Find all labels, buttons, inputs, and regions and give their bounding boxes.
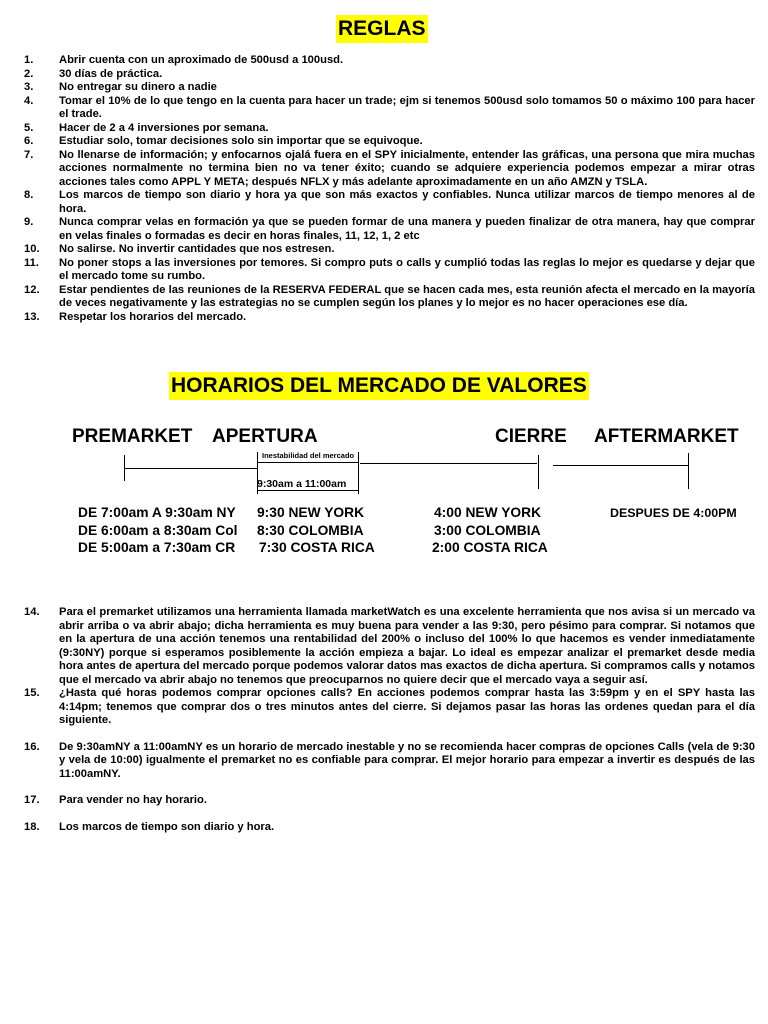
rule-text: Nunca comprar velas en formación ya que se pueden formar de una manera y pueden finalizar de otra manera, hay que comprar en velas finales o formadas es decir en horas finales, 11, 12, 1, 2 etc bbox=[59, 216, 755, 242]
note-number: 16. bbox=[24, 740, 40, 753]
rule-number: 11. bbox=[24, 256, 39, 269]
schedule-line: 4:00 NEW YORK bbox=[434, 505, 542, 520]
schedule-aftermarket: DESPUES DE 4:00PM bbox=[610, 506, 737, 520]
rule-text: Tomar el 10% de lo que tengo en la cuenta para hacer un trade; ejm si tenemos 500usd solo tomamos 50 o máximo 100 para hacer el trade. bbox=[59, 94, 755, 120]
timeline-label-premarket: PREMARKET bbox=[72, 426, 193, 447]
rules-list bbox=[24, 54, 755, 324]
rule-text: No entregar su dinero a nadie bbox=[59, 81, 217, 93]
schedule-premarket bbox=[78, 504, 238, 557]
rule-text: Abrir cuenta con un aproximado de 500usd a 100usd. bbox=[59, 54, 344, 66]
rule-item bbox=[24, 135, 755, 149]
title-horarios: HORARIOS DEL MERCADO DE VALORES bbox=[169, 372, 589, 400]
note-item bbox=[24, 606, 755, 687]
rule-text: No llenarse de información; y enfocarnos ojalá fuera en el SPY inicialmente, entender las gráficas, una persona que mira muchas acciones normalmente no termina bien no va tener éxito; cuando se adquiere experiencia podemos empezar a mirar otras acciones tales como APPL Y META; después NFLX y más adelante aproximadamente en un año AMZN y TSLA. bbox=[59, 148, 755, 188]
timeline-tick bbox=[124, 455, 125, 481]
note-text: ¿Hasta qué horas podemos comprar opciones calls? En acciones podemos comprar hasta las 3:59pm y en el SPY hasta las 4:14pm; tenemos que comprar dos o tres minutos antes del cierre. Si dejamos pasar las horas las ordenes quedan para el día siguiente. bbox=[59, 687, 755, 726]
schedule-line: 9:30 NEW YORK bbox=[257, 505, 365, 520]
schedule-line: DE 6:00am a 8:30am Col bbox=[78, 522, 238, 538]
rule-item bbox=[24, 95, 755, 122]
rule-text: Los marcos de tiempo son diario y hora ya que son más exactos y confiables. Nunca utilizar marcos de tiempo menores al de hora. bbox=[59, 189, 755, 215]
rule-number: 9. bbox=[24, 216, 34, 228]
note-item bbox=[24, 821, 755, 835]
timeline-range: 9:30am a 11:00am bbox=[257, 478, 347, 490]
rule-item bbox=[24, 311, 755, 325]
rule-number: 8. bbox=[24, 189, 34, 201]
rule-number: 3. bbox=[24, 81, 34, 93]
rule-text: 30 días de práctica. bbox=[59, 67, 163, 80]
schedule-line: 3:00 COLOMBIA bbox=[434, 522, 541, 538]
note-number: 15. bbox=[24, 687, 40, 699]
rule-number: 5. bbox=[24, 121, 34, 134]
rule-number: 6. bbox=[24, 135, 34, 147]
rule-item bbox=[24, 216, 755, 243]
rule-number: 12. bbox=[24, 283, 40, 296]
timeline-tick bbox=[358, 452, 359, 494]
note-number: 14. bbox=[24, 606, 40, 618]
rule-item bbox=[24, 284, 755, 311]
schedule-apertura bbox=[257, 504, 375, 557]
rule-number: 1. bbox=[24, 54, 34, 66]
timeline-label-aftermarket: AFTERMARKET bbox=[594, 426, 739, 447]
title-reglas: REGLAS bbox=[336, 15, 428, 43]
note-text: De 9:30amNY a 11:00amNY es un horario de mercado inestable y no se recomienda hacer compras de opciones Calls (vela de 9:30 y vela de 10:00) igualmente el premarket no es confiable para comprar. El mejor horario para empezar a invertir es después de las 11:00amNY. bbox=[59, 740, 755, 780]
schedule-line: 7:30 COSTA RICA bbox=[259, 540, 375, 555]
schedule-line: DE 7:00am A 9:30am NY bbox=[78, 505, 236, 520]
schedule-line: DE 5:00am a 7:30am CR bbox=[78, 540, 236, 555]
rule-text: Respetar los horarios del mercado. bbox=[59, 310, 247, 323]
schedule-line: 2:00 COSTA RICA bbox=[432, 540, 548, 555]
rule-item bbox=[24, 243, 755, 257]
schedule-cierre bbox=[434, 504, 548, 557]
rule-text: Estar pendientes de las reuniones de la RESERVA FEDERAL que se hacen cada mes, esta reunión afecta el mercado en la mayoría de veces negativamente y las estrategias no se cumplen según los planes y lo mejor es no hacer operaciones ese día. bbox=[59, 283, 755, 309]
note-item bbox=[24, 687, 755, 728]
rule-text: Hacer de 2 a 4 inversiones por semana. bbox=[59, 121, 269, 134]
rule-number: 13. bbox=[24, 310, 40, 323]
timeline-label-cierre: CIERRE bbox=[495, 426, 567, 447]
rule-number: 2. bbox=[24, 67, 34, 80]
timeline-line bbox=[553, 465, 688, 466]
rule-text: No poner stops a las inversiones por temores. Si compro puts o calls y cumplió todas las reglas lo mejor es quedarse y dejar que el mercado tome su rumbo. bbox=[59, 256, 755, 282]
rule-number: 4. bbox=[24, 94, 34, 107]
rule-number: 10. bbox=[24, 243, 40, 255]
rule-item bbox=[24, 68, 755, 82]
note-item bbox=[24, 741, 755, 782]
note-item bbox=[24, 794, 755, 808]
rule-item bbox=[24, 54, 755, 68]
timeline-line bbox=[124, 468, 257, 469]
timeline-line bbox=[257, 462, 358, 463]
note-number: 18. bbox=[24, 820, 40, 833]
timeline-line bbox=[257, 490, 358, 491]
timeline-instability-note: Inestabilidad del mercado bbox=[262, 451, 355, 460]
timeline-line bbox=[360, 463, 537, 464]
timeline-label-apertura: APERTURA bbox=[212, 426, 318, 447]
rule-item bbox=[24, 257, 755, 284]
rule-text: No salirse. No invertir cantidades que nos estresen. bbox=[59, 243, 335, 255]
rule-text: Estudiar solo, tomar decisiones solo sin importar que se equivoque. bbox=[59, 135, 423, 147]
note-number: 17. bbox=[24, 794, 40, 806]
rule-item bbox=[24, 122, 755, 136]
rule-item bbox=[24, 149, 755, 190]
schedule-line: 8:30 COLOMBIA bbox=[257, 522, 364, 538]
timeline-tick bbox=[538, 455, 539, 489]
rule-item bbox=[24, 81, 755, 95]
note-text: Para vender no hay horario. bbox=[59, 794, 207, 806]
timeline-tick bbox=[688, 453, 689, 489]
rule-number: 7. bbox=[24, 148, 34, 161]
note-text: Los marcos de tiempo son diario y hora. bbox=[59, 820, 275, 833]
note-text: Para el premarket utilizamos una herramienta llamada marketWatch es una excelente herramienta que nos avisa si un mercado va abrir arriba o va abrir abajo; dicha herramienta es muy buena para vender a las 9:30, pero pésimo para comprar. Si notamos que en la apertura de una acción tenemos una rentabilidad del 200% o incluso del 100% lo que hacemos es vender inmediatamente (9:30NY) porque si esperamos posiblemente la acción empieza a bajar. Lo ideal es empezar analizar el premarket desde media hora antes de apertura del mercado porque podemos valorar datos mas exactos de dicha apertura. Si compramos calls y notamos que el mercado va abrir abajo no tenemos que preocuparnos no quiere decir que el mercado vaya a seguir así. bbox=[59, 606, 755, 686]
rule-item bbox=[24, 189, 755, 216]
notes-list bbox=[24, 606, 755, 834]
